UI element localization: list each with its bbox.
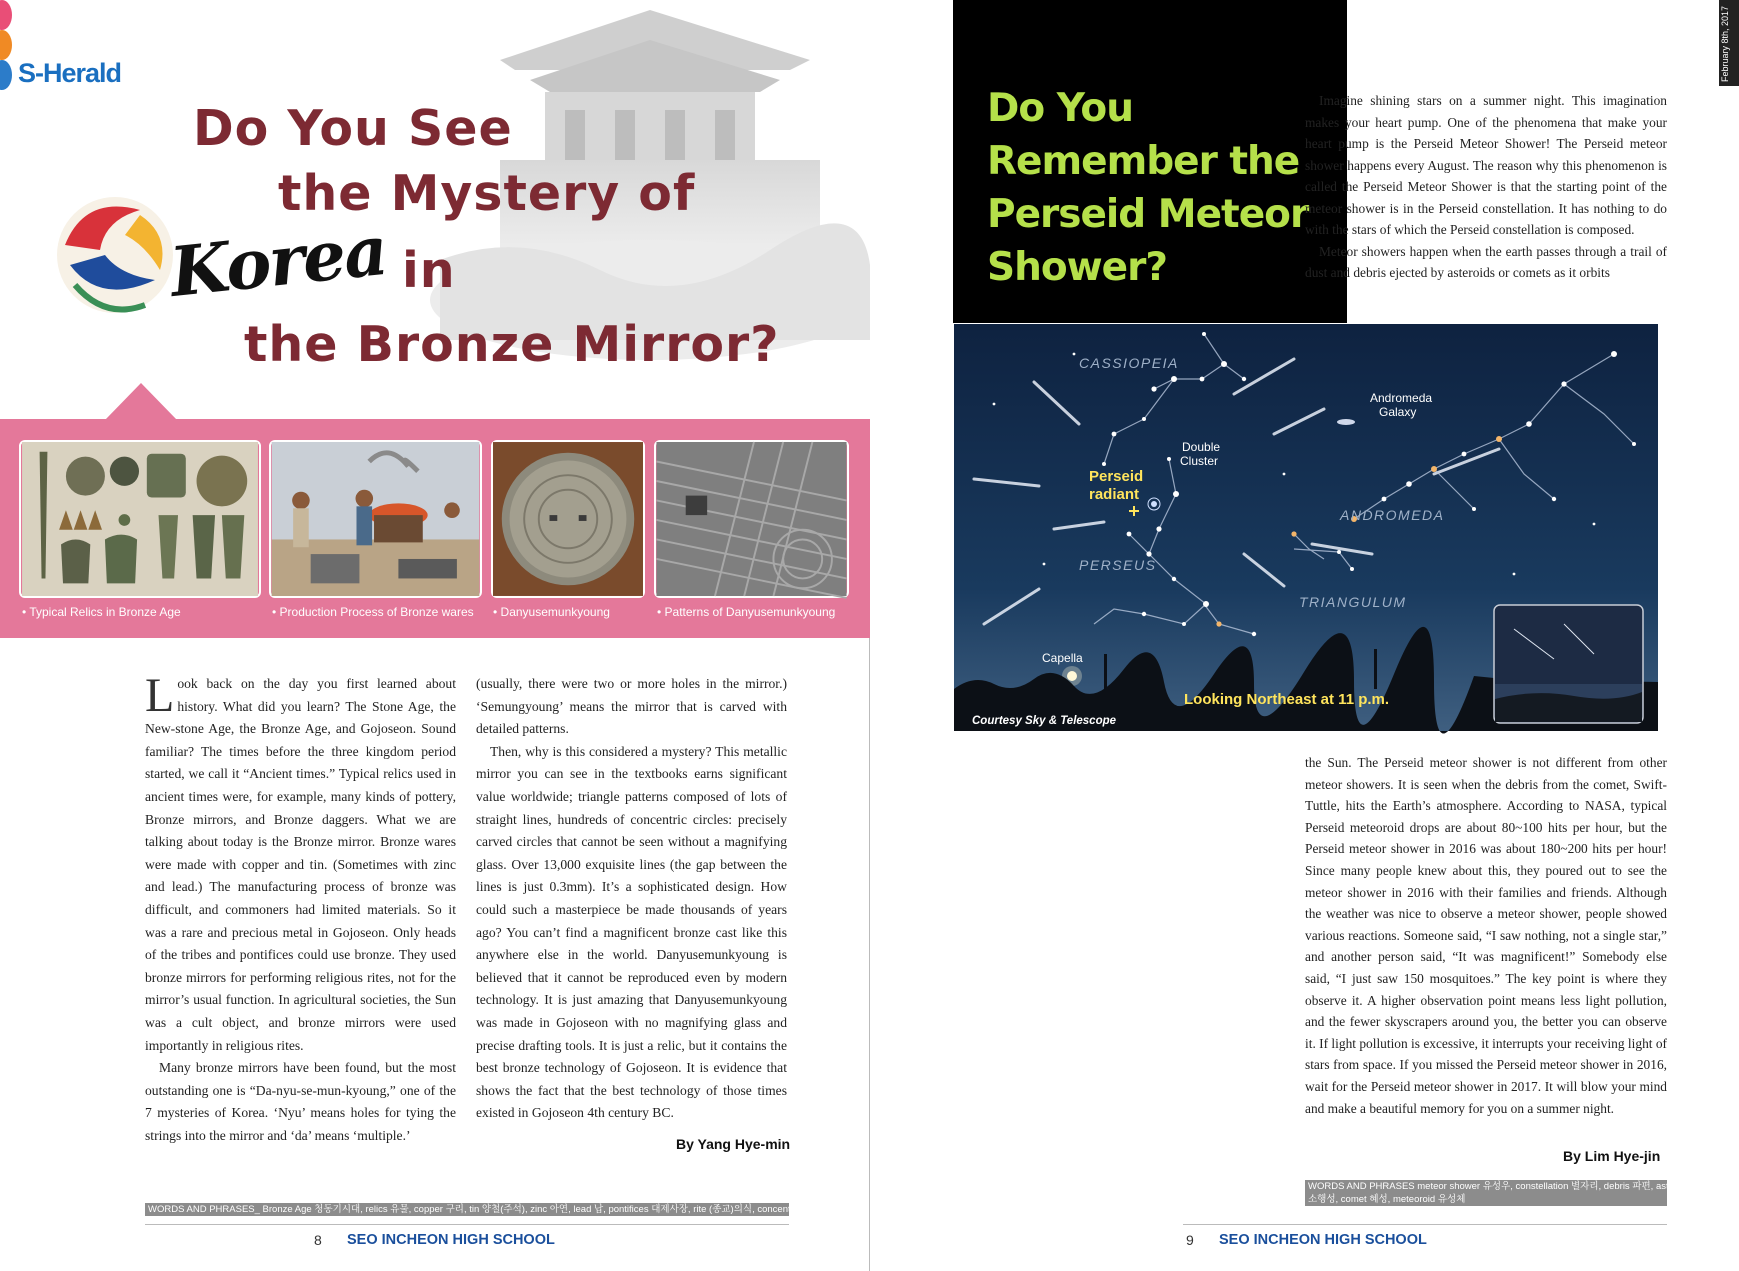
label-triangulum: TRIANGULUM: [1299, 594, 1407, 610]
continued-paragraph: the Sun. The Perseid meteor shower is not different from other meteor showers. It is seen when the debris from the comet, Swift-Tuttle, hits the Earth’s atmosphere. According to NASA, typical Perseid meteoroid drops are about 80~100 hits per hour, but the Perseid meteor shower in 2016 was about 180~200 hits per hour! Since many people knew about this, they poured out to see the meteor shower in 2016 with their families and friends. Although the weather was nice to observe a meteor shower, people showed various reactions. Someone said, “I saw nothing, not a single star,” and another person said, “It was magnificent!” Somebody else said, “I just saw 150 mosquitoes.” The key point is where they observe it. A higher observation point means less light pollution, and the fewer skyscrapers around you, the better you can observe it. If light pollution is excessive, it interrupts your receiving light of stars from space. If you missed the Perseid meteor shower in 2016, wait for the Perseid meteor shower in 2017. It will blow your mind and make a beautiful memory for you on a summer night.: [1305, 755, 1667, 1116]
page-number-left: 8: [314, 1232, 322, 1248]
issue-date: February 8th, 2017: [1720, 5, 1730, 82]
intro-column: [1305, 90, 1667, 284]
footer-rule-left: [145, 1224, 789, 1225]
photo-mirror-patterns: [654, 440, 849, 598]
caption-production: • Production Process of Bronze wares: [272, 605, 474, 619]
caption-patterns: • Patterns of Danyusemunkyoung: [657, 605, 836, 619]
drop-cap: L: [145, 669, 175, 722]
article-paragraph-1: Look back on the day you first learned about history. What did you learn? The Stone Age, the New-stone Age, the Bronze Age, and Gojoseon. Sound familiar? The times before the three kingdom period started, we call it “Ancient times.” Typical relics used in ancient times were, for example, many kinds of pottery, Bronze mirrors, and Bronze daggers. What we are talking about today is the Bronze mirror. Bronze wares were made with copper and tin. (Sometimes with zinc and lead.) The manufacturing process of bronze was difficult, and commoners had limited materials. So it was a rare and precious metal in Gojoseon. Only heads of the tribes and pontifices could use bronze. They used bronze mirrors for performing religious rites, not for the mirror’s usual function. In agricultural societies, the Sun was a cult object, and bronze mirrors were used importantly in religious rites.: [145, 669, 456, 1053]
article-column-2: [476, 673, 787, 1125]
taegeuk-swirl-graphic: [45, 175, 185, 330]
perseid-star-chart: [954, 324, 1658, 731]
label-double-cluster-1: Double: [1182, 440, 1221, 454]
photo-production-process: [269, 440, 482, 598]
article-paragraph-2: Many bronze mirrors have been found, but the most outstanding one is “Da-nyu-se-mun-kyoung,” one of the 7 mysteries of Korea. ‘Nyu’ means holes for tying the strings into the mirror and ‘da’ means ‘multiple.’: [145, 1060, 456, 1143]
article-paragraph-3: (usually, there were two or more holes in the mirror.) ‘Semungyoung’ means the mirror that is carved with detailed patterns.: [476, 676, 787, 737]
caption-relics: • Typical Relics in Bronze Age: [22, 605, 181, 619]
label-perseus: PERSEUS: [1079, 557, 1157, 573]
intro-paragraph-2: Meteor showers happen when the earth passes through a trail of dust and debris ejected by asteroids or comets as it orbits: [1305, 243, 1667, 280]
label-double-cluster-2: Cluster: [1180, 454, 1219, 468]
label-perseid-radiant-2: radiant: [1089, 486, 1140, 503]
pink-band-pointer: [105, 383, 177, 420]
intro-paragraph-1: Imagine shining stars on a summer night. This imagination makes your heart pump. One of the phenomena that make your heart pump is the Perseid Meteor Shower! The Perseid meteor shower happens every August. The reason why this phenomenon is called the Perseid Meteor Shower is that the starting point of the meteor shower is in the Perseid constellation. It has nothing to do with the stars of which the Perseid constellation is composed.: [1305, 93, 1667, 237]
label-perseid-radiant-1: Perseid: [1089, 468, 1144, 485]
caption-mirror: • Danyusemunkyoung: [493, 605, 610, 619]
continued-column: [1305, 752, 1667, 1119]
label-courtesy: Courtesy Sky & Telescope: [972, 715, 1117, 727]
right-page: [870, 0, 1739, 1271]
label-andromeda-galaxy-2: Galaxy: [1379, 405, 1417, 419]
title-korea-calligraphy: Korea: [166, 210, 390, 314]
article-paragraph-4: Then, why is this considered a mystery? This metallic mirror you can see in the textbooks earns significant value worldwide; triangle patterns composed of lots of straight lines, hundreds of concentric circles: precisely carved circles that cannot be seen without a magnifying glass. Over 13,000 exquisite lines (the gap between the lines is just 0.3mm). It’s a sophisticated design. How could such a masterpiece be made thousands of years ago? You can’t find a magnificent bronze cast like this anywhere else in the world. Danyusemunkyoung is believed that it cannot be reproduced even by modern technology. It is just amazing that Danyusemunkyoung was made in Gojoseon with no magnifying glass and precise drafting tools. It is just a relic, but it contains the best bronze technology of Gojoseon. It is evidence that shows the fact that the best technology of those times existed in Gojoseon 4th century BC.: [476, 743, 787, 1121]
photo-danyusemunkyoung-mirror: [491, 440, 645, 598]
footer-rule-right: [1183, 1224, 1667, 1225]
title-line-2: the Mystery of: [278, 165, 696, 222]
label-cassiopeia: CASSIOPEIA: [1079, 355, 1179, 371]
article-column-1: [145, 669, 456, 1147]
label-andromeda-galaxy-1: Andromeda: [1370, 391, 1433, 405]
label-capella: Capella: [1042, 651, 1083, 665]
label-looking-northeast: Looking Northeast at 11 p.m.: [1184, 691, 1390, 708]
words-and-phrases-left: WORDS AND PHRASES_ Bronze Age 청동기시대, relics 유물, copper 구리, tin 양철(주석), zinc 아연, lead 납, pontifices 대제사장, rite (종교)의식, concentric circles 동심원: [145, 1203, 789, 1216]
title-line-1: Do You See: [193, 100, 513, 157]
words-and-phrases-right: WORDS AND PHRASES meteor shower 유성우, constellation 별자리, debris 파편, asteroid 소행성, comet 혜성, meteoroid 유성체: [1305, 1180, 1667, 1206]
school-name-left: SEO INCHEON HIGH SCHOOL: [347, 1232, 555, 1248]
page-number-right: 9: [1186, 1232, 1194, 1248]
label-andromeda: ANDROMEDA: [1340, 507, 1445, 523]
title-line-3: in: [402, 242, 456, 299]
inset-meteor-photo: [1494, 605, 1643, 723]
byline-left: By Yang Hye-min: [676, 1136, 791, 1152]
right-title: Do You Remember the Perseid Meteor Shower?: [987, 86, 1309, 290]
byline-right: By Lim Hye-jin: [1563, 1148, 1661, 1164]
s-herald-logo: S-Herald: [18, 58, 122, 88]
photo-bronze-relics: [19, 440, 261, 598]
school-name-right: SEO INCHEON HIGH SCHOOL: [1219, 1232, 1427, 1248]
title-line-4: the Bronze Mirror?: [244, 316, 780, 373]
logo-dots: [0, 0, 16, 95]
